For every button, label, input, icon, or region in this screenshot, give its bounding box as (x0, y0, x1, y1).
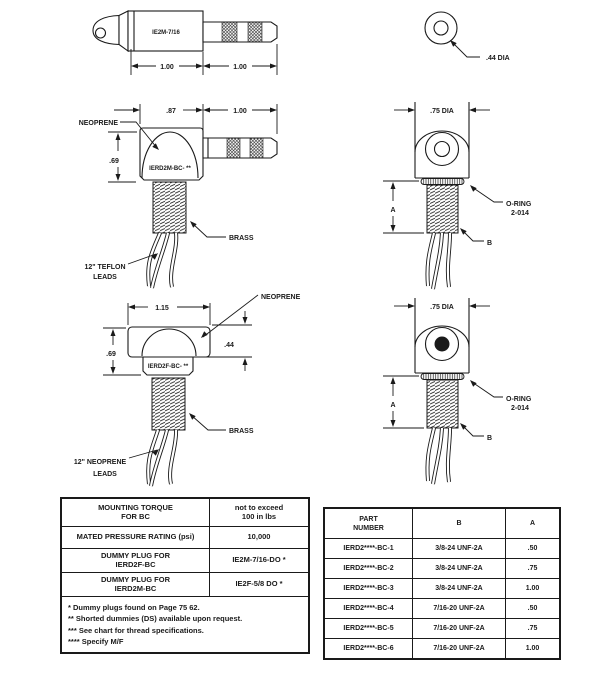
receptacle-body-label: IERD2M-BC- ** (149, 166, 191, 172)
brass-threads (427, 185, 458, 233)
length-value: 1.00 (525, 645, 540, 652)
connector-face-view-drawing (425, 12, 510, 62)
connector-face-inner (434, 21, 448, 35)
column-header: PART (359, 515, 378, 523)
cable-hole (96, 28, 106, 38)
oring-label-line2: 2-014 (511, 405, 529, 412)
dim-tip-length: 1.00 (233, 64, 247, 71)
dim-body-height: .69 (109, 158, 119, 165)
pin-contact (435, 337, 450, 352)
spec-value: 100 in lbs (241, 512, 277, 522)
dim-connector-diameter: .44 DIA (486, 55, 510, 62)
table-row (325, 579, 559, 599)
table-row (325, 599, 559, 619)
part-number: IERD2****-BC-3 (343, 585, 394, 592)
spec-label: MOUNTING TORQUE (98, 502, 173, 512)
connector-body-label: IE2M-7/16 (152, 30, 180, 36)
spec-label: MATED PRESSURE RATING (psi) (76, 532, 195, 542)
o-ring (421, 179, 464, 185)
part-number: IERD2****-BC-1 (343, 545, 394, 552)
footnote: **** Specify M/F (68, 637, 124, 646)
neoprene-flange (128, 327, 210, 357)
part-number: IERD2****-BC-5 (343, 625, 394, 632)
part-number-table (323, 507, 561, 660)
dim-body-height: .69 (106, 351, 116, 358)
table-row (62, 499, 308, 526)
spec-label: IERD2M-BC (114, 584, 157, 593)
spec-label: IERD2F-BC (115, 560, 156, 569)
oring-label-line1: O-RING (506, 201, 532, 208)
receptacle-body-label: IERD2F-BC- ** (147, 364, 189, 370)
tip-knurl-band (222, 22, 237, 42)
footnote: * Dummy plugs found on Page 75 62. (68, 602, 200, 612)
brass-label: BRASS (229, 428, 254, 435)
part-number: IERD2****-BC-4 (343, 605, 394, 612)
female-receptacle-side-view-drawing (74, 294, 301, 486)
thread-spec: 7/16-20 UNF-2A (433, 645, 485, 652)
leads (427, 233, 450, 289)
dim-thread-length-a: A (390, 207, 396, 214)
female-receptacle-face-view-drawing (383, 298, 532, 484)
table-row (325, 559, 559, 579)
spec-label: DUMMY PLUG FOR (100, 574, 171, 584)
dim-body-length: 1.00 (160, 64, 174, 71)
table-row (62, 572, 308, 596)
dim-diameter: .75 DIA (430, 108, 454, 115)
teflon-leads (148, 233, 176, 288)
length-value: .50 (527, 605, 538, 612)
spec-value: IE2M-7/16-DO * (232, 555, 286, 565)
dim-thread-length-a: A (390, 402, 396, 409)
footnote: ** Shorted dummies (DS) available upon request. (68, 614, 243, 623)
length-value: 1.00 (525, 585, 540, 592)
shaft-knurl-band (250, 138, 263, 158)
thread-spec: 7/16-20 UNF-2A (433, 605, 485, 612)
length-value: .50 (527, 545, 538, 552)
connector-side-view-drawing (93, 11, 277, 75)
dim-flange-width: 1.15 (155, 305, 169, 312)
leads-label-line2: LEADS (93, 471, 117, 478)
table-row (325, 619, 559, 639)
column-header: B (456, 520, 462, 527)
brass-threads (427, 380, 458, 428)
socket-contact (435, 142, 450, 157)
thread-spec: 7/16-20 UNF-2A (433, 625, 485, 632)
shaft-knurl-band (227, 138, 240, 158)
male-receptacle-side-view-drawing (79, 104, 277, 288)
footnotes (62, 597, 308, 652)
footnote: *** See chart for thread specifications. (68, 625, 204, 635)
oring-label-line2: 2-014 (511, 210, 529, 217)
tip-knurl-band (248, 22, 262, 42)
table-row (62, 526, 308, 548)
part-number: IERD2****-BC-2 (343, 565, 394, 572)
leads-label-line2: LEADS (93, 274, 117, 281)
leads (427, 428, 450, 484)
neoprene-label: NEOPRENE (78, 120, 118, 127)
oring-label-line1: O-RING (506, 396, 532, 403)
male-receptacle-face-view-drawing (383, 102, 532, 289)
connector-tip (203, 22, 277, 42)
column-header: NUMBER (353, 524, 384, 532)
neoprene-leads (148, 430, 176, 486)
brass-label: BRASS (229, 235, 254, 242)
brass-threads (153, 182, 186, 233)
table-row (325, 639, 559, 659)
length-value: .75 (527, 625, 538, 632)
spec-value: 10,000 (247, 532, 271, 542)
thread-spec: 3/8-24 UNF-2A (435, 545, 483, 552)
thread-label-b: B (487, 435, 493, 442)
brass-threads (152, 378, 185, 430)
neoprene-label: NEOPRENE (261, 294, 301, 301)
spec-value: IE2F-5/8 DO * (235, 579, 283, 589)
spec-value: not to exceed (234, 502, 284, 512)
thread-spec: 3/8-24 UNF-2A (435, 585, 483, 592)
length-value: .75 (527, 565, 538, 572)
table-row (62, 548, 308, 572)
thread-spec: 3/8-24 UNF-2A (435, 565, 483, 572)
thread-label-b: B (487, 240, 493, 247)
dim-body-width: .87 (166, 108, 176, 115)
strain-relief (119, 11, 128, 51)
table-row (325, 539, 559, 559)
dim-plug-length: 1.00 (233, 108, 247, 115)
o-ring (421, 374, 464, 380)
table-header-row (325, 509, 559, 539)
spec-label: FOR BC (121, 512, 150, 522)
part-number: IERD2****-BC-6 (343, 645, 394, 652)
column-header: A (529, 520, 536, 527)
leads-label-line1: 12" TEFLON (84, 264, 126, 271)
leads-label-line1: 12" NEOPRENE (73, 459, 127, 466)
spec-label: DUMMY PLUG FOR (100, 550, 171, 560)
dim-dome-height: .44 (224, 342, 234, 349)
dim-diameter: .75 DIA (430, 304, 454, 311)
mounting-spec-table (60, 497, 310, 654)
